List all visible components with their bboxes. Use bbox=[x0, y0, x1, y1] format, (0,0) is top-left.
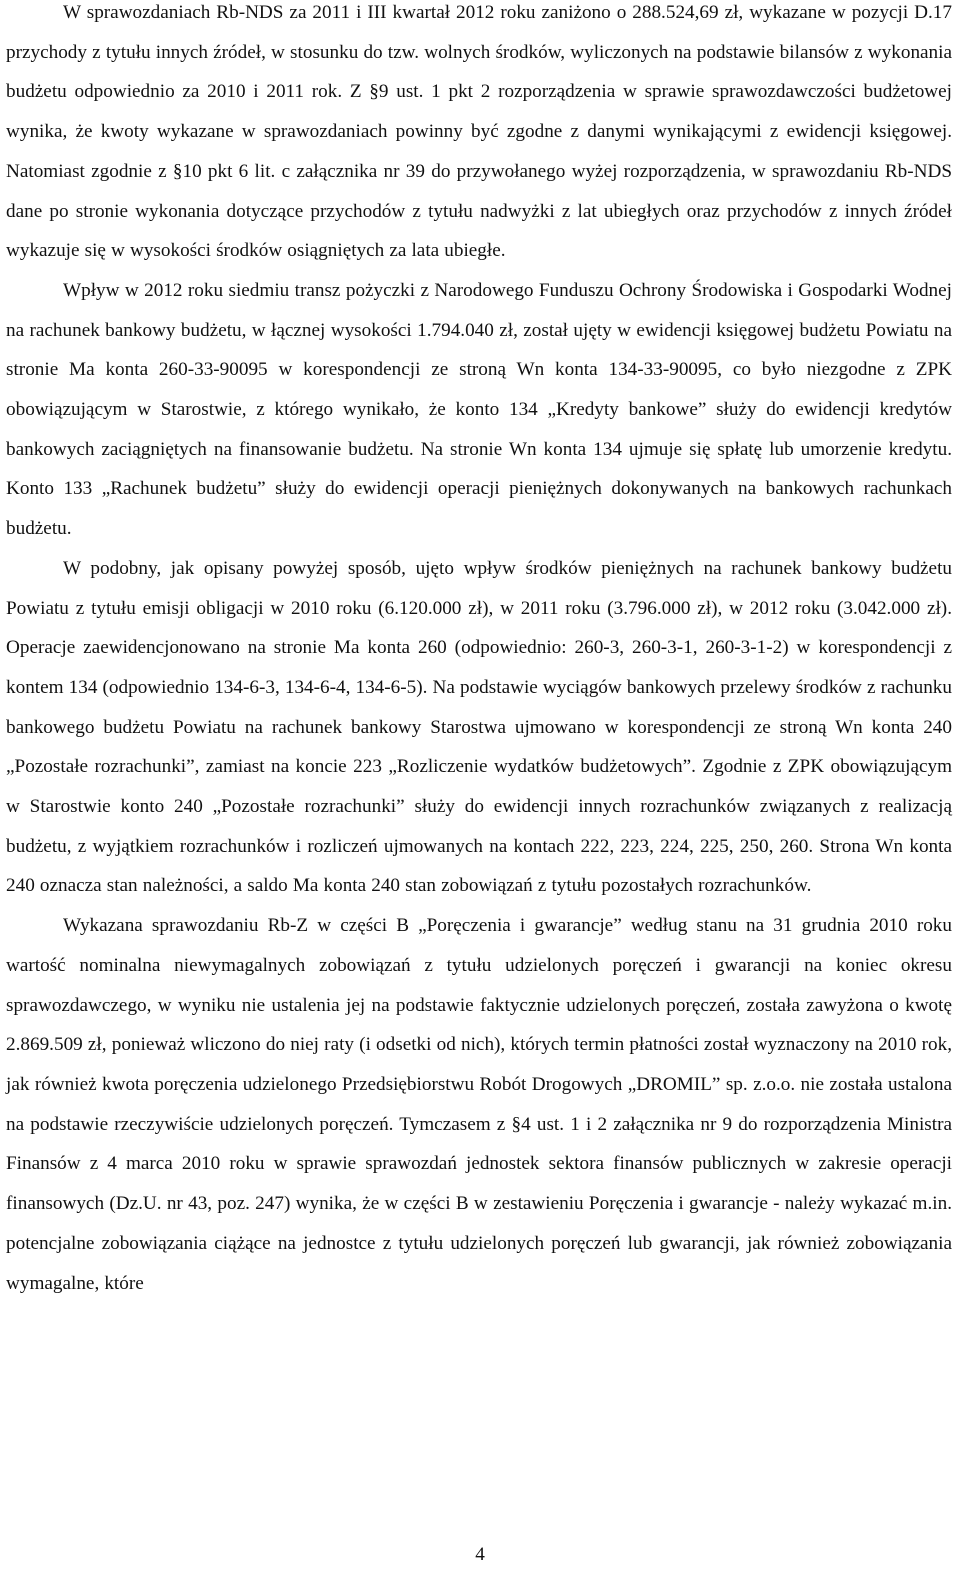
paragraph-nfosigw-loan: Wpływ w 2012 roku siedmiu transz pożyczki z Narodowego Funduszu Ochrony Środowiska i Gospodarki Wodnej na rachunek bankowy budżetu, w łącznej wysokości 1.794.040 zł, został ujęty w ewidencji księgowej budżetu Powiatu na stronie Ma konta 260-33-90095 w korespondencji ze stroną Wn konta 134-33-90095, co było niezgodne z ZPK obowiązującym w Starostwie, z którego wynikało, że konto 134 „Kredyty bankowe” służy do ewidencji kredytów bankowych zaciągniętych na finansowanie budżetu. Na stronie Wn konta 134 ujmuje się spłatę lub umorzenie kredytu. Konto 133 „Rachunek budżetu” służy do ewidencji operacji pieniężnych dokonywanych na bankowych rachunkach budżetu. bbox=[6, 279, 952, 540]
document-body bbox=[6, 0, 952, 1303]
paragraph-rb-nds: W sprawozdaniach Rb-NDS za 2011 i III kwartał 2012 roku zaniżono o 288.524,69 zł, wykazane w pozycji D.17 przychody z tytułu innych źródeł, w stosunku do tzw. wolnych środków, wyliczonych na podstawie bilansów z wykonania budżetu odpowiednio za 2010 i 2011 rok. Z §9 ust. 1 pkt 2 rozporządzenia w sprawie sprawozdawczości budżetowej wynika, że kwoty wykazane w sprawozdaniach powinny być zgodne z danymi wynikającymi z ewidencji księgowej. Natomiast zgodnie z §10 pkt 6 lit. c załącznika nr 39 do przywołanego wyżej rozporządzenia, w sprawozdaniu Rb-NDS dane po stronie wykonania dotyczące przychodów z tytułu nadwyżki z lat ubiegłych oraz przychodów z innych źródeł wykazuje się w wysokości środków osiągniętych za lata ubiegłe. bbox=[6, 2, 952, 262]
paragraph-bond-issue: W podobny, jak opisany powyżej sposób, ujęto wpływ środków pieniężnych na rachunek bankowy budżetu Powiatu z tytułu emisji obligacji w 2010 roku (6.120.000 zł), w 2011 roku (3.796.000 zł), w 2012 roku (3.042.000 zł). Operacje zaewidencjonowano na stronie Ma konta 260 (odpowiednio: 260-3, 260-3-1, 260-3-1-2) w korespondencji z kontem 134 (odpowiednio 134-6-3, 134-6-4, 134-6-5). Na podstawie wyciągów bankowych przelewy środków z rachunku bankowego budżetu Powiatu na rachunek bankowy Starostwa ujmowano w korespondencji ze stroną Wn konta 240 „Pozostałe rozrachunki”, zamiast na koncie 223 „Rozliczenie wydatków budżetowych”. Zgodnie z ZPK obowiązującym w Starostwie konto 240 „Pozostałe rozrachunki” służy do ewidencji innych rozrachunków związanych z realizacją budżetu, z wyjątkiem rozrachunków i rozliczeń ujmowanych na kontach 222, 223, 224, 225, 250, 260. Strona Wn konta 240 oznacza stan należności, a saldo Ma konta 240 stan zobowiązań z tytułu pozostałych rozrachunków. bbox=[6, 557, 952, 897]
paragraph-guarantees: Wykazana sprawozdaniu Rb-Z w części B „Poręczenia i gwarancje” według stanu na 31 grudnia 2010 roku wartość nominalna niewymagalnych zobowiązań z tytułu udzielonych poręczeń i gwarancji na koniec okresu sprawozdawczego, w wyniku nie ustalenia jej na podstawie faktycznie udzielonych poręczeń, została zawyżona o kwotę 2.869.509 zł, ponieważ wliczono do niej raty (i odsetki od nich), których termin płatności został wyznaczony na 2010 rok, jak również kwota poręczenia udzielonego Przedsiębiorstwu Robót Drogowych „DROMIL” sp. z.o.o. nie została ustalona na podstawie rzeczywiście udzielonych poręczeń. Tymczasem z §4 ust. 1 i 2 załącznika nr 9 do rozporządzenia Ministra Finansów z 4 marca 2010 roku w sprawie sprawozdań jednostek sektora finansów publicznych w zakresie operacji finansowych (Dz.U. nr 43, poz. 247) wynika, że w części B w zestawieniu Poręczenia i gwarancje - należy wykazać m.in. potencjalne zobowiązania ciążące na jednostce z tytułu udzielonych poręczeń lub gwarancji, jak również zobowiązania wymagalne, które bbox=[6, 915, 952, 1294]
page-number: 4 bbox=[475, 1544, 485, 1565]
